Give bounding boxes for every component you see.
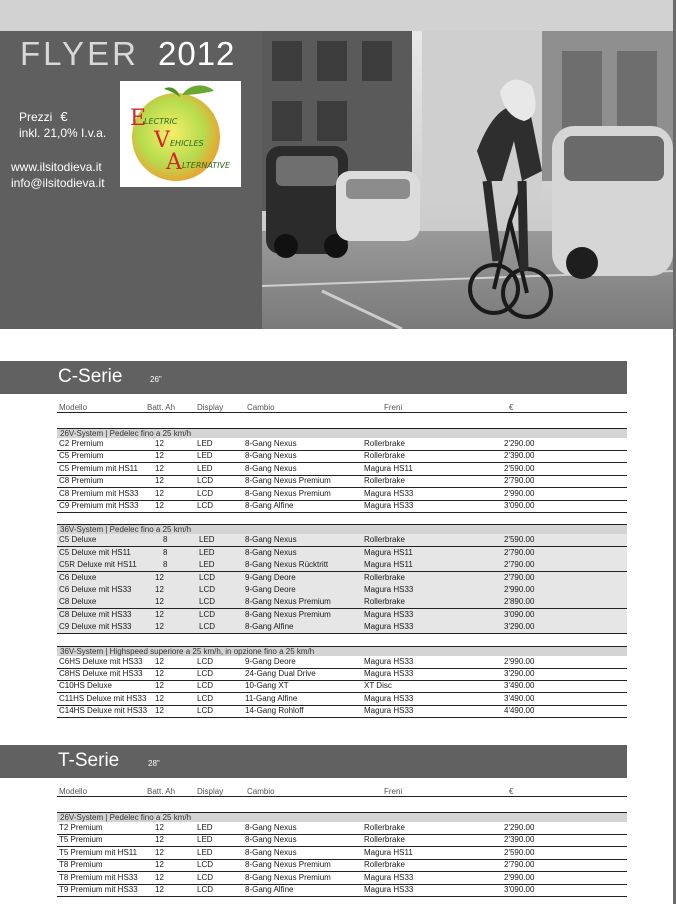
cell-model: C5 Premium mit HS11 (59, 463, 138, 473)
cell-brakes: Rollerbrake (364, 572, 405, 582)
cell-brakes: Rollerbrake (364, 439, 405, 448)
group-header (57, 646, 627, 656)
cell-gears: 8-Gang Nexus (245, 451, 297, 461)
table-row (57, 621, 627, 634)
section-title: C-Serie (58, 366, 123, 387)
cell-price: 3'290.00 (504, 622, 535, 632)
group-title: 36V-System | Pedelec fino a 25 km/h (60, 525, 192, 535)
cell-model: C8 Deluxe (59, 597, 97, 607)
column-header-model: Modello (59, 787, 88, 796)
cell-model: C5 Premium (59, 451, 104, 461)
svg-text:V: V (154, 128, 170, 153)
table-row (57, 438, 627, 451)
cell-model: C8HS Deluxe mit HS33 (59, 669, 143, 678)
cell-model: C9 Premium mit HS33 (59, 501, 139, 510)
cell-gears: 8-Gang Alfine (245, 885, 294, 894)
cell-display: LED (197, 823, 213, 832)
cell-price: 2'590.00 (504, 847, 535, 857)
cell-price: 2'990.00 (504, 872, 535, 882)
group-title: 36V-System | Highspeed superiore a 25 km/h, in opzione fino a 25 km/h (60, 646, 315, 656)
table-row (57, 872, 627, 885)
table-row (57, 668, 627, 681)
cell-batt: 12 (155, 572, 164, 582)
cell-batt: 12 (155, 885, 164, 894)
table-row (57, 475, 627, 488)
cell-gears: 8-Gang Nexus (245, 439, 297, 448)
cell-gears: 8-Gang Nexus (245, 847, 297, 857)
cell-batt: 12 (155, 501, 164, 510)
cell-price: 2'790.00 (504, 560, 535, 570)
cell-brakes: Magura HS33 (364, 501, 414, 510)
cell-batt: 8 (163, 535, 168, 545)
cell-price: 2'290.00 (504, 439, 535, 448)
column-header-gears: Cambio (247, 403, 275, 412)
cell-model: C5R Deluxe mit HS11 (59, 560, 137, 570)
cell-display: LCD (197, 872, 214, 882)
column-header-brakes: Freni (384, 787, 403, 796)
top-band (0, 0, 673, 31)
table-row (57, 584, 627, 597)
cell-price: 3'090.00 (504, 501, 535, 510)
cell-batt: 12 (155, 681, 164, 691)
cell-gears: 10-Gang XT (245, 681, 289, 691)
cell-display: LED (199, 547, 215, 557)
cell-brakes: Magura HS33 (364, 585, 414, 594)
cell-batt: 12 (155, 609, 164, 619)
section-title: T-Serie (58, 750, 120, 771)
column-headers (57, 786, 627, 797)
cell-gears: 8-Gang Nexus (245, 547, 297, 557)
cell-display: LCD (199, 572, 216, 582)
table-row (57, 534, 627, 547)
cell-batt: 8 (163, 547, 168, 557)
table-row (57, 693, 627, 706)
table-row (57, 859, 627, 872)
cell-display: LCD (197, 681, 214, 691)
cell-price: 2'790.00 (504, 547, 535, 557)
svg-text:E: E (130, 106, 147, 131)
cell-gears: 8-Gang Alfine (245, 622, 294, 632)
svg-text:LTERNATIVE: LTERNATIVE (182, 161, 231, 170)
cell-model: C6 Deluxe (59, 572, 97, 582)
group-header (57, 524, 627, 534)
wheel-size: 26" (150, 375, 162, 384)
column-header-batt: Batt. Ah (147, 787, 176, 796)
cell-model: T8 Premium (59, 860, 103, 870)
cell-model: C8 Premium mit HS33 (59, 488, 139, 498)
table-row (57, 488, 627, 501)
cell-price: 2'990.00 (504, 585, 535, 594)
cell-gears: 8-Gang Nexus Premium (245, 872, 331, 882)
cell-price: 2'790.00 (504, 860, 535, 870)
cell-gears: 8-Gang Nexus Premium (245, 476, 331, 486)
cell-brakes: Rollerbrake (364, 860, 405, 870)
table-row (57, 656, 627, 669)
cell-price: 2'790.00 (504, 476, 535, 486)
column-header-brakes: Freni (384, 403, 403, 412)
cell-gears: 8-Gang Alfine (245, 501, 294, 510)
cell-brakes: Rollerbrake (364, 451, 405, 461)
group-header (57, 812, 627, 822)
cell-price: 2'590.00 (504, 535, 535, 545)
cell-gears: 8-Gang Nexus Premium (245, 488, 331, 498)
cell-batt: 12 (155, 597, 164, 607)
section-header (0, 361, 627, 394)
cell-batt: 12 (155, 693, 164, 703)
brand-title: FLYER (20, 35, 139, 72)
cell-price: 3'490.00 (504, 681, 535, 691)
table-row (57, 596, 627, 609)
cell-brakes: Rollerbrake (364, 476, 405, 486)
cell-gears: 24-Gang Dual Drive (245, 669, 316, 678)
cell-brakes: Magura HS11 (364, 847, 413, 857)
cell-gears: 9-Gang Deore (245, 572, 296, 582)
price-tax-note: inkl. 21,0% I.v.a. (19, 126, 107, 140)
svg-text:EHICLES: EHICLES (170, 139, 204, 148)
cell-batt: 12 (155, 622, 164, 632)
cell-gears: 8-Gang Nexus (245, 463, 297, 473)
table-row (57, 847, 627, 860)
column-header-model: Modello (59, 403, 88, 412)
cell-model: T8 Premium mit HS33 (59, 872, 138, 882)
cell-batt: 12 (155, 823, 164, 832)
table-row (57, 450, 627, 463)
column-header-batt: Batt. Ah (147, 403, 176, 412)
cell-gears: 8-Gang Nexus Rücktritt (245, 560, 329, 570)
column-headers (57, 402, 627, 413)
cyclist-photo (262, 31, 673, 329)
cell-brakes: Magura HS11 (364, 560, 413, 570)
cell-price: 2'390.00 (504, 835, 535, 845)
cell-batt: 8 (163, 560, 168, 570)
cell-brakes: Rollerbrake (364, 823, 405, 832)
cell-model: C8 Premium (59, 476, 104, 486)
cell-batt: 12 (155, 585, 164, 594)
cell-gears: 9-Gang Deore (245, 656, 296, 666)
cell-batt: 12 (155, 439, 164, 448)
cell-batt: 12 (155, 860, 164, 870)
cell-model: C11HS Deluxe mit HS33 (59, 693, 147, 703)
cell-display: LCD (197, 501, 214, 510)
cell-batt: 12 (155, 872, 164, 882)
cell-display: LCD (197, 693, 214, 703)
cell-batt: 12 (155, 656, 164, 666)
cell-price: 3'490.00 (504, 693, 535, 703)
cell-model: C5 Deluxe mit HS11 (59, 547, 131, 557)
cell-display: LCD (197, 488, 214, 498)
group-title: 26V-System | Pedelec fino a 25 km/h (60, 813, 192, 822)
cell-model: C14HS Deluxe mit HS33 (59, 706, 148, 716)
svg-text:LECTRIC: LECTRIC (144, 117, 178, 126)
cell-gears: 8-Gang Nexus (245, 823, 297, 832)
cell-gears: 14-Gang Rohloff (245, 706, 304, 716)
cell-gears: 8-Gang Nexus (245, 835, 297, 845)
cell-brakes: Rollerbrake (364, 535, 405, 545)
cell-price: 2'990.00 (504, 488, 535, 498)
cell-model: C8 Deluxe mit HS33 (59, 609, 132, 619)
column-header-display: Display (197, 787, 224, 796)
cell-batt: 12 (155, 847, 164, 857)
cell-model: C10HS Deluxe (59, 681, 112, 691)
cell-brakes: Magura HS11 (364, 463, 413, 473)
cell-brakes: Magura HS33 (364, 885, 414, 894)
cell-model: T5 Premium mit HS11 (59, 847, 138, 857)
cell-model: T9 Premium mit HS33 (59, 885, 138, 894)
cell-display: LED (197, 463, 213, 473)
column-header-gears: Cambio (247, 787, 275, 796)
cell-brakes: Magura HS33 (364, 488, 414, 498)
cell-gears: 8-Gang Nexus Premium (245, 597, 331, 607)
cell-price: 2'390.00 (504, 451, 535, 461)
cell-gears: 8-Gang Nexus Premium (245, 860, 331, 870)
cell-gears: 11-Gang Alfine (245, 693, 298, 703)
column-header-price: € (509, 787, 514, 796)
table-row (57, 609, 627, 622)
cell-display: LED (199, 560, 215, 570)
column-header-display: Display (197, 403, 224, 412)
cell-brakes: Magura HS11 (364, 547, 413, 557)
cell-display: LCD (197, 476, 214, 486)
cell-model: C9 Deluxe mit HS33 (59, 622, 132, 632)
cell-display: LCD (197, 656, 214, 666)
svg-text:A: A (166, 150, 182, 175)
cell-model: T5 Premium (59, 835, 103, 845)
cell-display: LCD (199, 609, 216, 619)
cell-brakes: Magura HS33 (364, 693, 414, 703)
cell-price: 3'090.00 (504, 885, 535, 894)
cell-brakes: Magura HS33 (364, 872, 414, 882)
cell-gears: 8-Gang Nexus (245, 535, 297, 545)
cell-brakes: Magura HS33 (364, 656, 414, 666)
table-row (57, 559, 627, 572)
cell-brakes: Rollerbrake (364, 835, 405, 845)
cell-price: 2'590.00 (504, 463, 535, 473)
cell-model: C2 Premium (59, 439, 104, 448)
cell-display: LED (197, 439, 213, 448)
cell-display: LCD (197, 669, 214, 678)
cell-batt: 12 (155, 669, 164, 678)
cell-model: C5 Deluxe (59, 535, 97, 545)
cell-display: LED (197, 451, 213, 461)
cell-price: 2'790.00 (504, 572, 535, 582)
table-row (57, 500, 627, 513)
cell-gears: 8-Gang Nexus Premium (245, 609, 331, 619)
section-header (0, 745, 627, 778)
cell-gears: 9-Gang Deore (245, 585, 296, 594)
cell-brakes: Magura HS33 (364, 609, 414, 619)
cell-display: LCD (199, 597, 216, 607)
table-row (57, 705, 627, 718)
cell-batt: 12 (155, 463, 164, 473)
cell-brakes: Magura HS33 (364, 669, 414, 678)
eva-logo (120, 81, 241, 187)
cell-display: LED (197, 835, 213, 845)
cell-display: LCD (197, 706, 214, 716)
cell-model: C6 Deluxe mit HS33 (59, 585, 132, 594)
cell-price: 2'990.00 (504, 656, 535, 666)
cell-batt: 12 (155, 835, 164, 845)
cell-price: 3'090.00 (504, 609, 535, 619)
table-row (57, 884, 627, 897)
cell-price: 2'890.00 (504, 597, 535, 607)
cell-batt: 12 (155, 488, 164, 498)
table-row (57, 547, 627, 560)
cell-model: T2 Premium (59, 823, 103, 832)
cell-brakes: XT Disc (364, 681, 392, 691)
header-panel (0, 31, 262, 329)
cell-batt: 12 (155, 476, 164, 486)
cell-display: LED (197, 847, 213, 857)
cell-brakes: Magura HS33 (364, 622, 414, 632)
group-header (57, 428, 627, 438)
cell-price: 4'490.00 (504, 706, 535, 716)
cell-batt: 12 (155, 451, 164, 461)
table-row (57, 822, 627, 835)
cell-display: LED (199, 535, 215, 545)
column-header-price: € (509, 403, 514, 412)
cell-price: 2'290.00 (504, 823, 535, 832)
table-row (57, 572, 627, 585)
cell-brakes: Rollerbrake (364, 597, 405, 607)
cell-display: LCD (199, 585, 216, 594)
wheel-size: 28" (148, 759, 160, 768)
cell-display: LCD (199, 622, 216, 632)
cell-price: 3'290.00 (504, 669, 535, 678)
table-row (57, 680, 627, 693)
cell-batt: 12 (155, 706, 164, 716)
email-link[interactable]: info@ilsitodieva.it (11, 176, 105, 190)
table-row (57, 463, 627, 476)
cell-display: LCD (197, 885, 214, 894)
catalog-year: 2012 (158, 35, 236, 72)
website-link[interactable]: www.ilsitodieva.it (11, 160, 102, 174)
price-label: Prezzi € (19, 109, 68, 124)
table-row (57, 834, 627, 847)
cell-model: C6HS Deluxe mit HS33 (59, 656, 143, 666)
cell-brakes: Magura HS33 (364, 706, 414, 716)
cell-display: LCD (197, 860, 214, 870)
group-title: 26V-System | Pedelec fino a 25 km/h (60, 429, 192, 438)
